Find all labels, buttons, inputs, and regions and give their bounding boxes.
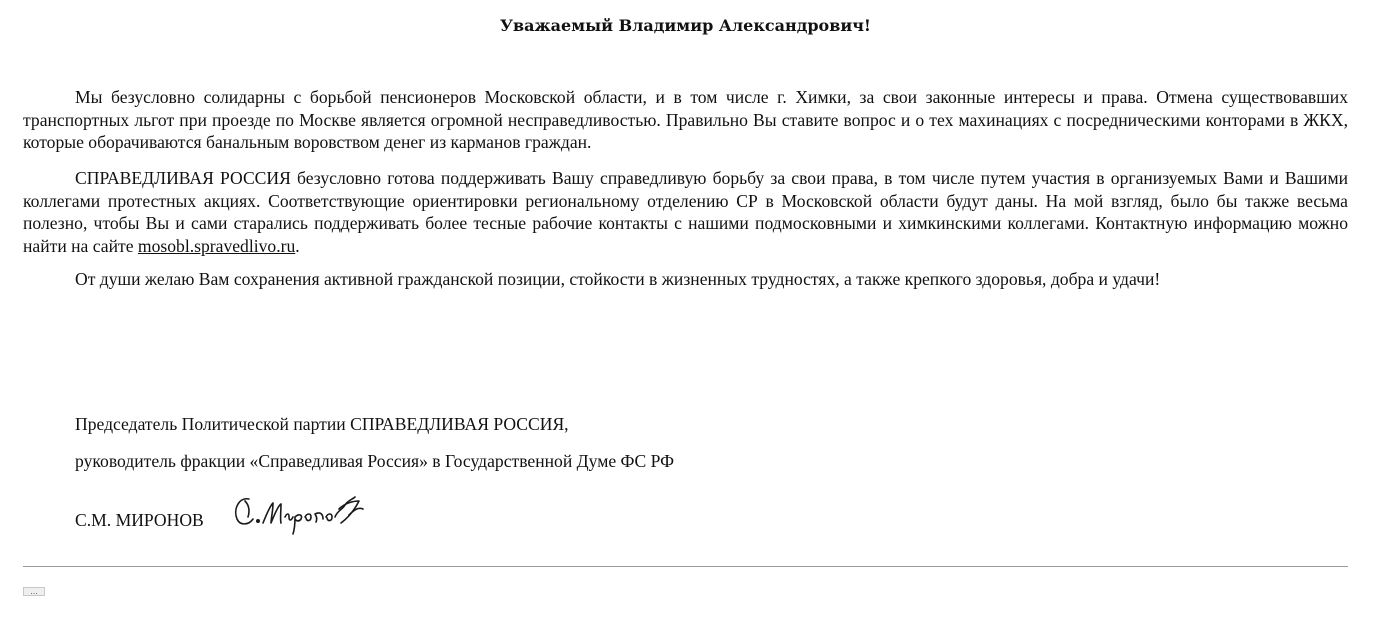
- signer-title-line-1: Председатель Политической партии СПРАВЕДЛИВАЯ РОССИЯ,: [75, 414, 569, 434]
- ellipsis-icon: ...: [30, 586, 38, 596]
- more-button[interactable]: [23, 587, 45, 596]
- letter-paragraph-1: Мы безусловно солидарны с борьбой пенсионеров Московской области, и в том числе г. Химки, за свои законные интересы и права. Отмена существовавших транспортных льгот при проезде по Москве является огромной несправедливостью. Правильно Вы ставите вопрос и о тех махинациях с посредническими конторами в ЖКХ, которые оборачиваются банальным воровством денег из карманов граждан.: [23, 87, 1348, 152]
- letter-greeting: Уважаемый Владимир Александрович!: [500, 16, 871, 35]
- handwritten-signature: [231, 487, 371, 535]
- letter-paragraph-3: От души желаю Вам сохранения активной гражданской позиции, стойкости в жизненных трудностях, а также крепкого здоровья, добра и удачи!: [75, 269, 1161, 289]
- website-link[interactable]: mosobl.spravedlivo.ru: [137, 235, 296, 256]
- horizontal-divider: [23, 566, 1348, 567]
- signer-title-line-2: руководитель фракции «Справедливая Россия» в Государственной Думе ФС РФ: [75, 451, 674, 471]
- letter-paragraph-2-text: СПРАВЕДЛИВАЯ РОССИЯ безусловно готова поддерживать Вашу справедливую борьбу за свои права, в том числе путем участия в организуемых Вами и Вашими коллегами протестных акциях. Соответствующие ориентировки региональному отделению СР в Московской области будут даны. На мой взгляд, было бы также весьма полезно, чтобы Вы и сами старались поддерживать более тесные рабочие контакты с нашими подмосковными и химкинскими коллегами. Контактную информацию можно найти на сайте: [23, 168, 1348, 256]
- letter-paragraph-2-end: .: [295, 235, 300, 256]
- letter-paragraph-2: [23, 167, 1348, 257]
- signer-name: С.М. МИРОНОВ: [75, 510, 204, 530]
